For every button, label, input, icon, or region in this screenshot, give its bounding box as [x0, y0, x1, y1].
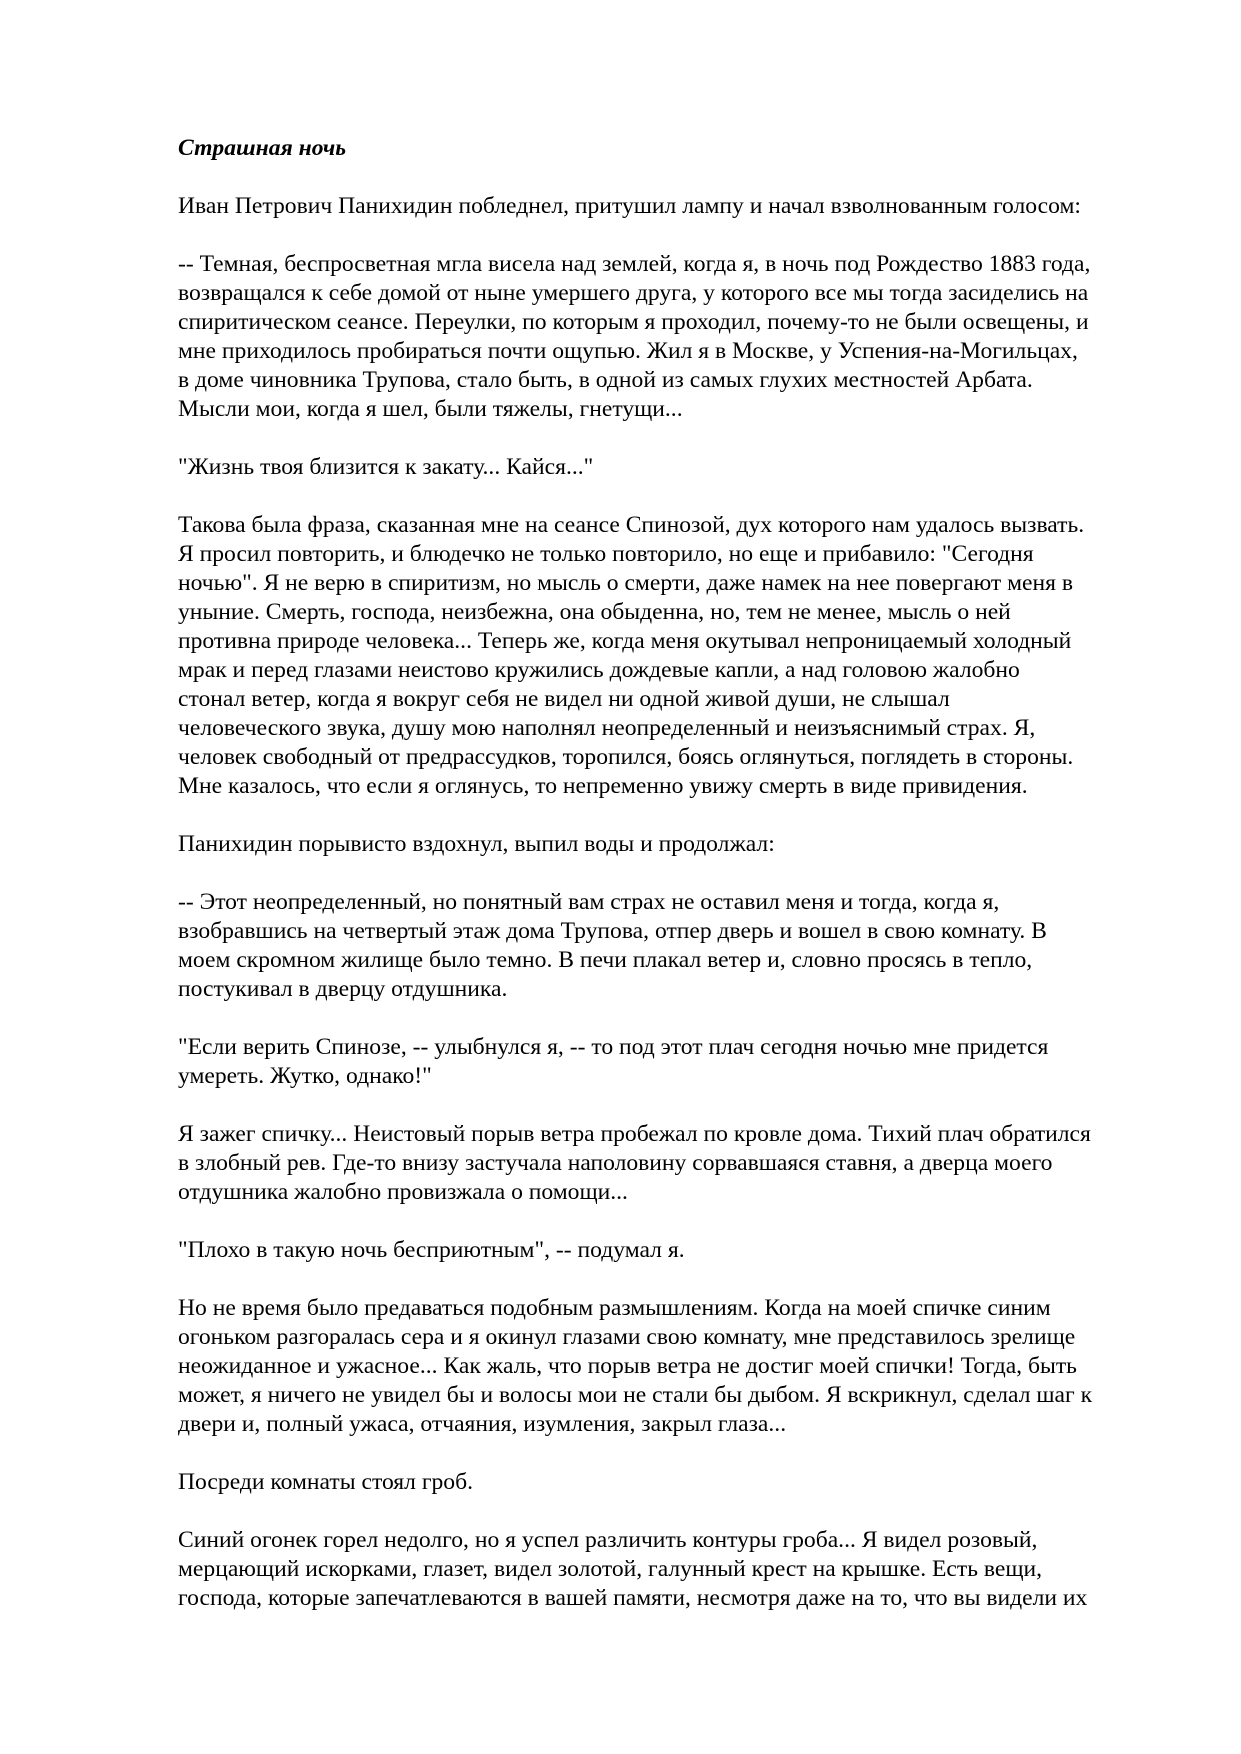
paragraph: [178, 1468, 1178, 1497]
text-line: Посреди комнаты стоял гроб.: [178, 1469, 473, 1495]
text-line: Я просил повторить, и блюдечко не только повторило, но еще и прибавило: "Сегодня: [178, 541, 1034, 567]
paragraph: [178, 250, 1178, 424]
text-line: Синий огонек горел недолго, но я успел различить контуры гроба... Я видел розовый,: [178, 1527, 1038, 1553]
text-line: в доме чиновника Трупова, стало быть, в одной из самых глухих местностей Арбата.: [178, 367, 1033, 393]
text-line: -- Этот неопределенный, но понятный вам страх не оставил меня и тогда, когда я,: [178, 889, 1000, 915]
paragraph: [178, 1033, 1178, 1091]
text-line: "Плохо в такую ночь бесприютным", -- подумал я.: [178, 1237, 685, 1263]
text-line: спиритическом сеансе. Переулки, по которым я проходил, почему-то не были освещены, и: [178, 309, 1089, 335]
text-line: умереть. Жутко, однако!": [178, 1063, 432, 1089]
text-line: двери и, полный ужаса, отчаяния, изумления, закрыл глаза...: [178, 1411, 787, 1437]
document-title: Страшная ночь: [178, 135, 347, 161]
text-line: мрак и перед глазами неистово кружились дождевые капли, а над головою жалобно: [178, 657, 1020, 683]
text-line: Панихидин порывисто вздохнул, выпил воды и продолжал:: [178, 831, 775, 857]
text-line: "Жизнь твоя близится к закату... Кайся...": [178, 454, 594, 480]
paragraph: [178, 511, 1178, 801]
text-line: мне приходилось пробираться почти ощупью. Жил я в Москве, у Успения-на-Могильцах,: [178, 338, 1078, 364]
text-line: Мне казалось, что если я оглянусь, то непременно увижу смерть в виде привидения.: [178, 773, 1028, 799]
document-page: [178, 134, 1178, 1642]
paragraph: [178, 1236, 1178, 1265]
text-line: Такова была фраза, сказанная мне на сеансе Спинозой, дух которого нам удалось вызвать.: [178, 512, 1085, 538]
paragraph: [178, 1526, 1178, 1613]
text-line: неожиданное и ужасное... Как жаль, что порыв ветра не достиг моей спички! Тогда, быть: [178, 1353, 1077, 1379]
text-line: человек свободный от предрассудков, торопился, боясь оглянуться, поглядеть в стороны.: [178, 744, 1074, 770]
text-line: постукивал в дверцу отдушника.: [178, 976, 508, 1002]
paragraph: [178, 192, 1178, 221]
paragraph: [178, 830, 1178, 859]
text-line: Мысли мои, когда я шел, были тяжелы, гнетущи...: [178, 396, 683, 422]
text-line: противна природе человека... Теперь же, когда меня окутывал непроницаемый холодный: [178, 628, 1072, 654]
text-line: уныние. Смерть, господа, неизбежна, она обыденна, но, тем не менее, мысль о ней: [178, 599, 1011, 625]
text-line: господа, которые запечатлеваются в вашей памяти, несмотря даже на то, что вы видели их: [178, 1585, 1088, 1611]
paragraph: [178, 888, 1178, 1004]
text-line: человеческого звука, душу мою наполнял неопределенный и неизъяснимый страх. Я,: [178, 715, 1036, 741]
text-line: "Если верить Спинозе, -- улыбнулся я, -- то под этот плач сегодня ночью мне придется: [178, 1034, 1049, 1060]
text-line: моем скромном жилище было темно. В печи плакал ветер и, словно просясь в тепло,: [178, 947, 1033, 973]
text-line: мерцающий искорками, глазет, видел золотой, галунный крест на крышке. Есть вещи,: [178, 1556, 1043, 1582]
text-line: Но не время было предаваться подобным размышлениям. Когда на моей спичке синим: [178, 1295, 1051, 1321]
text-line: стонал ветер, когда я вокруг себя не видел ни одной живой души, не слышал: [178, 686, 950, 712]
text-line: отдушника жалобно провизжала о помощи...: [178, 1179, 628, 1205]
text-line: огоньком разгоралась сера и я окинул глазами свою комнату, мне представилось зрелище: [178, 1324, 1076, 1350]
text-line: возвращался к себе домой от ныне умершего друга, у которого все мы тогда засиделись на: [178, 280, 1089, 306]
text-line: взобравшись на четвертый этаж дома Трупова, отпер дверь и вошел в свою комнату. В: [178, 918, 1047, 944]
text-line: ночью". Я не верю в спиритизм, но мысль о смерти, даже намек на нее повергают меня в: [178, 570, 1074, 596]
text-line: Иван Петрович Панихидин побледнел, притушил лампу и начал взволнованным голосом:: [178, 193, 1081, 219]
text-line: в злобный рев. Где-то внизу застучала наполовину сорвавшаяся ставня, а дверца моего: [178, 1150, 1053, 1176]
paragraph: [178, 453, 1178, 482]
paragraph: [178, 1120, 1178, 1207]
document-body: [178, 192, 1178, 1613]
text-line: может, я ничего не увидел бы и волосы мои не стали бы дыбом. Я вскрикнул, сделал шаг к: [178, 1382, 1093, 1408]
text-line: Я зажег спичку... Неистовый порыв ветра пробежал по кровле дома. Тихий плач обратился: [178, 1121, 1091, 1147]
text-line: -- Темная, беспросветная мгла висела над землей, когда я, в ночь под Рождество 1883 года,: [178, 251, 1091, 277]
paragraph: [178, 1294, 1178, 1439]
